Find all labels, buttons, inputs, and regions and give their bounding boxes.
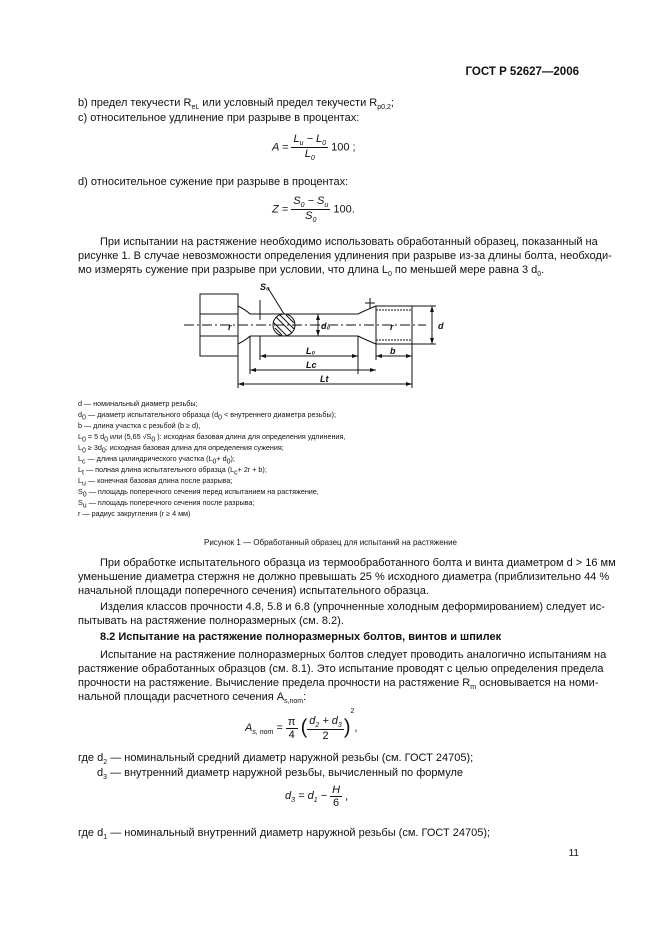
label-d0: d₀ (321, 321, 331, 331)
item-d: d) относительное сужение при разрыве в процентах: (78, 176, 349, 188)
page-number: 11 (568, 848, 579, 859)
item-b: b) предел текучести $R_{eL}$ или условный предел текучести $R_{p0,2}$; (78, 97, 394, 112)
specimen-drawing (180, 280, 450, 400)
figure-caption: Рисунок 1 — Обработанный образец для испытаний на растяжение (204, 538, 457, 547)
label-lt: Lt (320, 374, 329, 384)
label-lc: Lc (306, 360, 317, 370)
item-c: c) относительное удлинение при разрыве в процентах: (78, 112, 360, 124)
formula-elongation: A = $\frac{L_u - L_0}{L_0}$ 100 ; (272, 133, 356, 163)
document-header: ГОСТ Р 52627—2006 (465, 66, 579, 78)
label-r-right: r (390, 322, 394, 332)
label-b: b (390, 346, 396, 356)
formula-contraction: Z = $\frac{S_0 - S_u}{S_0}$ 100. (272, 195, 355, 225)
label-d: d (438, 321, 444, 331)
label-r-left: r (228, 322, 232, 332)
section-heading: 8.2 Испытание на растяжение полноразмерных болтов, винтов и шпилек (100, 631, 502, 643)
label-l0: L₀ (306, 346, 316, 356)
formula-d3: $d_3 = d_1$ − $\frac{H}{6}$ , (285, 784, 349, 809)
label-s0: S₀ (260, 282, 270, 292)
where-d1: где $d_1$ — номинальный внутренний диаметр наружной резьбы (см. ГОСТ 24705); (78, 827, 491, 842)
formula-stress-area: $A_{s, nom}$ = $\frac{\pi}{4}$ ( $\frac{d_2 + d_3}{2}$ )$^2$, (245, 708, 358, 742)
